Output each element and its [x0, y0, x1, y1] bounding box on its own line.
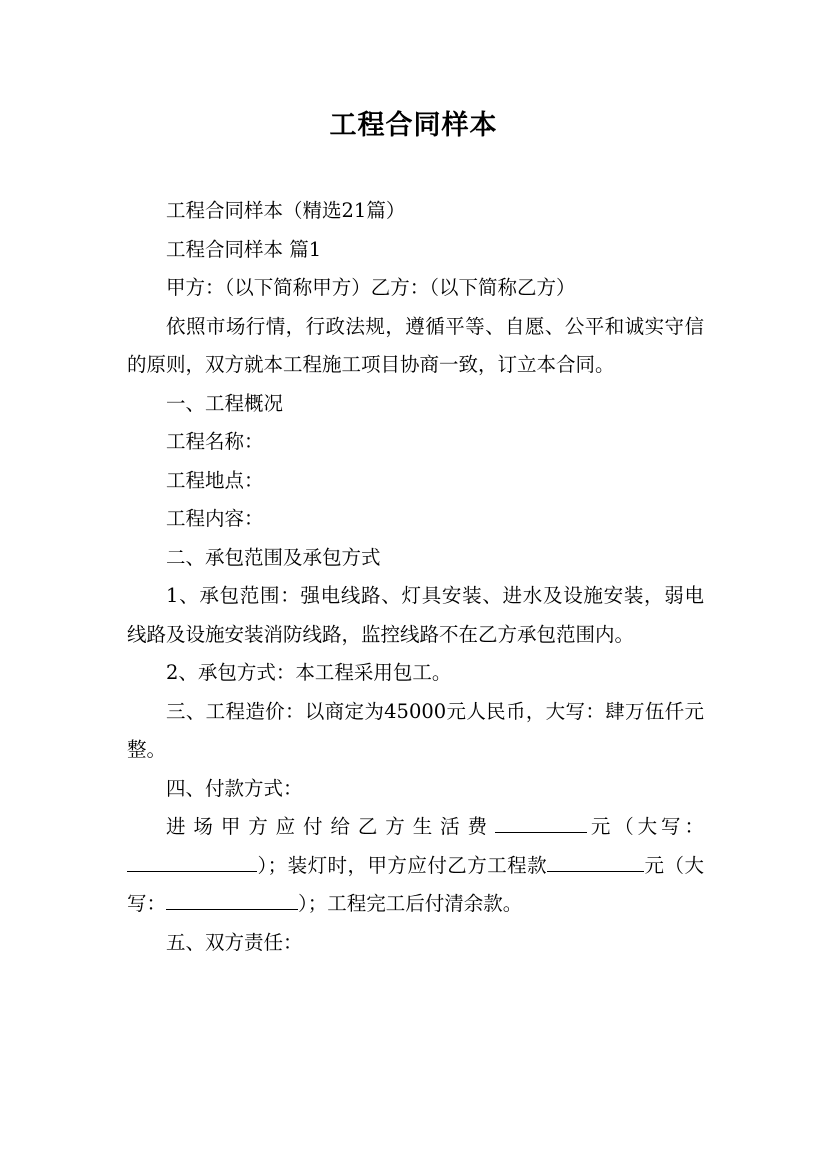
document-body [127, 192, 704, 962]
paragraph-section-heading: 工程合同样本 篇1 [166, 237, 322, 261]
paragraph-project-name: 工程名称： [166, 430, 264, 453]
payment-text-e: ）；工程完工后付清余款。 [298, 892, 523, 915]
paragraph-principles: 依照市场行情，行政法规，遵循平等、自愿、公平和诚实守信的原则，双方就本工程施工项目协商一致，订立本合同。 [127, 314, 704, 376]
blank-line [495, 810, 587, 833]
payment-text-a: 进场甲方应付给乙方生活费 [166, 815, 495, 838]
blank-line [127, 849, 257, 872]
paragraph-overview-heading: 一、工程概况 [166, 391, 284, 415]
payment-text-b: 元（大写： [586, 815, 704, 838]
paragraph-scope: 1、承包范围：强电线路、灯具安装、进水及设施安装，弱电线路及设施安装消防线路，监控线路不在乙方承包范围内。 [127, 584, 704, 646]
payment-text-d: 元（大写： [127, 853, 704, 915]
blank-line [547, 849, 644, 872]
paragraph-responsibilities-heading: 五、双方责任： [166, 930, 303, 954]
paragraph-payment-terms [127, 808, 704, 924]
paragraph-contract-method: 2、承包方式：本工程采用包工。 [166, 661, 452, 684]
payment-text-c: ）；装灯时，甲方应付乙方工程款 [257, 853, 548, 877]
document-title: 工程合同样本 [329, 110, 498, 141]
paragraph-project-content: 工程内容： [166, 507, 264, 530]
paragraph-subtitle: 工程合同样本（精选21篇） [166, 199, 406, 222]
paragraph-scope-heading: 二、承包范围及承包方式 [166, 545, 381, 569]
paragraph-parties: 甲方：（以下简称甲方）乙方：（以下简称乙方） [166, 276, 576, 299]
paragraph-price: 三、工程造价：以商定为45000元人民币，大写：肆万伍仟元整。 [127, 699, 704, 761]
paragraph-project-location: 工程地点： [166, 468, 264, 492]
paragraph-payment-heading: 四、付款方式： [166, 776, 303, 800]
blank-line [166, 887, 298, 910]
